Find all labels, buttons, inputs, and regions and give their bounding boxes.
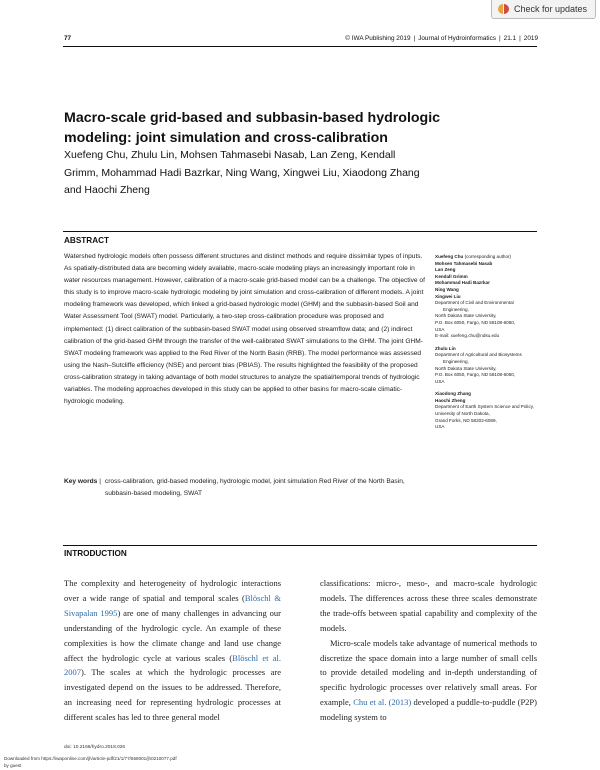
doi[interactable]: doi: 10.2166/hydro.2018.026	[64, 745, 126, 750]
affiliation-group	[435, 346, 540, 386]
author-note: (corresponding author)	[463, 254, 512, 259]
affiliations	[435, 254, 540, 437]
affiliation-line: Engineering,	[443, 358, 469, 364]
citation-link[interactable]: Blöschl & Sivapalan 1995	[64, 592, 282, 618]
affiliation-group	[435, 391, 540, 431]
intro-left-column	[64, 576, 281, 725]
paragraph	[64, 576, 281, 725]
introduction-rule	[63, 545, 537, 546]
download-user: by guest	[4, 763, 22, 768]
affiliation-author: Xingwei Liu	[435, 293, 461, 299]
running-head: © IWA Publishing 2019 | Journal of Hydroinformatics | 21.1 | 2019	[345, 35, 538, 42]
citation-link[interactable]: Blöschl et al. 2007	[64, 652, 281, 678]
abstract-text: Watershed hydrologic models often possess different structures and distinct methods and require dissimilar types of inputs. As spatially-distributed data are becoming widely available, macro-scale modeling plays an increasingly important role in water resources management. However, calibration of a macro-scale grid-based model can be a challenge. The objective of this study is to improve macro-scale hydrologic modeling by joint simulation and cross-calibration of different models. A joint modeling framework was developed, which linked a grid-based hydrologic model (GHM) and the subbasin-based Soil and Water Assessment Tool (SWAT) model. Particularly, a two-step cross-calibration procedure was proposed and implemented: (1) direct calibration of the subbasin-based SWAT model using observed streamflow data; and (2) indirect calibration of the grid-based GHM through the transfer of the well-calibrated SWAT simulations to the GHM. The joint GHM-SWAT modeling framework was applied to the Red River of the North Basin (RRB). The model performance was assessed using the Nash–Sutcliffe efficiency (NSE) and percent bias (PBIAS). The results highlighted the feasibility of the proposed cross-calibration strategy in taking advantage of both model structures to analyze the spatial/temporal trends of hydrologic variables. The modeling approaches developed in this study can be applied to other basins for macro-scale climatic-hydrologic modeling.	[64, 253, 425, 406]
affiliation-line: Department of Agricultural and Biosystems	[435, 352, 522, 358]
check-for-updates-badge[interactable]	[491, 0, 596, 19]
download-notice: Downloaded from https://iwaponline.com/jh/article-pdf/21/1/77/658001/jh0210077.pdf	[4, 756, 177, 761]
keywords-value: cross-calibration, grid-based modeling, hydrologic model, joint simulation Red River of the North Basin, subbasin-based modeling, SWAT	[104, 478, 405, 498]
affiliation-line: University of North Dakota,	[435, 411, 490, 417]
text-run: ). The scales at which the hydrologic processes are investigated depend on the issues to be addressed. Therefore, an increasing need for representing hydrologic processes at different scales has led to three general model	[64, 667, 281, 723]
affiliation-author: Mohsen Tahmasebi Nasab	[435, 260, 493, 266]
affiliation-author: Ning Wang	[435, 286, 459, 292]
affiliation-author: Xuefeng Chu	[435, 254, 464, 259]
affiliation-line: North Dakota State University,	[435, 365, 497, 371]
text-run: Micro-scale models take advantage of numerical methods to discretize the space domain into a large number of small cells to provide detailed modeling and in-depth understanding of specific hydrologic processes over relatively small areas. For example,	[320, 637, 537, 708]
keywords-label: Key words	[64, 478, 98, 485]
affiliation-group	[435, 254, 540, 340]
crossmark-icon	[498, 3, 510, 15]
affiliation-line: USA	[435, 326, 445, 332]
article-title: Macro-scale grid-based and subbasin-based hydrologic modeling: joint simulation and cross-calibration	[64, 110, 441, 146]
affiliation-line: Engineering,	[443, 306, 469, 312]
author-list: Xuefeng Chu, Zhulu Lin, Mohsen Tahmasebi Nasab, Lan Zeng, Kendall Grimm, Mohammad Hadi Bazrkar, Ning Wang, Xingwei Liu, Xiaodong Zhang and Haochi Zheng	[64, 149, 420, 196]
introduction-heading: INTRODUCTION	[64, 549, 127, 558]
paragraph	[320, 636, 537, 725]
year: 2019	[523, 35, 538, 42]
affiliation-line: North Dakota State University,	[435, 313, 497, 319]
text-run: The complexity and heterogeneity of hydrologic interactions over a wide range of spatial and temporal scales (	[64, 578, 281, 603]
affiliation-author: Haochi Zheng	[435, 397, 466, 403]
abstract-rule	[63, 231, 537, 232]
affiliation-line: Grand Forks, ND 58202-6089,	[435, 417, 497, 423]
citation-link[interactable]: Chu et al. (2013)	[353, 697, 412, 708]
affiliation-author: Xiaodong Zhang	[435, 391, 471, 397]
affiliation-author: Lan Zeng	[435, 267, 456, 273]
check-for-updates-label: Check for updates	[514, 4, 588, 14]
page-number: 77	[64, 35, 72, 42]
keywords: Key words | cross-calibration, grid-based modeling, hydrologic model, joint simulation Red River of the North Basin, subbasin-based modeling, SWAT	[64, 476, 425, 500]
volume-issue: 21.1	[503, 35, 517, 42]
affiliation-line: Department of Civil and Environmental	[435, 300, 514, 306]
affiliation-line: Department of Earth System Science and Policy,	[435, 404, 534, 410]
affiliation-line: USA	[435, 378, 445, 384]
text-run: developed a puddle-to-puddle (P2P) modeling system to	[320, 697, 537, 723]
intro-right-column	[320, 576, 537, 725]
affiliation-line: P.O. Box 6050, Fargo, ND 58108-6050,	[435, 372, 516, 378]
affiliation-line: P.O. Box 6050, Fargo, ND 58108-6050,	[435, 319, 516, 325]
affiliation-author: Kendall Grimm	[435, 273, 468, 279]
paragraph: classifications: micro-, meso-, and macro-scale hydrologic models. The differences across these three scales demonstrate the trade-offs between spatial capability and complexity of the models.	[320, 578, 537, 633]
affiliation-author: Zhulu Lin	[435, 345, 456, 351]
header-rule	[63, 46, 537, 47]
copyright: © IWA Publishing 2019	[345, 35, 411, 42]
abstract-heading: ABSTRACT	[64, 236, 110, 245]
affiliation-author: Mohammad Hadi Bazrkar	[435, 280, 490, 286]
text-run: ) are one of many challenges in advancing our understanding of the hydrologic cycle. An example of these complexities is how the climate change and land use change affect the hydrologic cycle at various scales (	[64, 607, 281, 663]
journal-name: Journal of Hydroinformatics	[418, 35, 496, 42]
affiliation-line: USA	[435, 424, 445, 430]
affiliation-email[interactable]: E-mail: xuefeng.chu@ndsu.edu	[435, 333, 500, 339]
